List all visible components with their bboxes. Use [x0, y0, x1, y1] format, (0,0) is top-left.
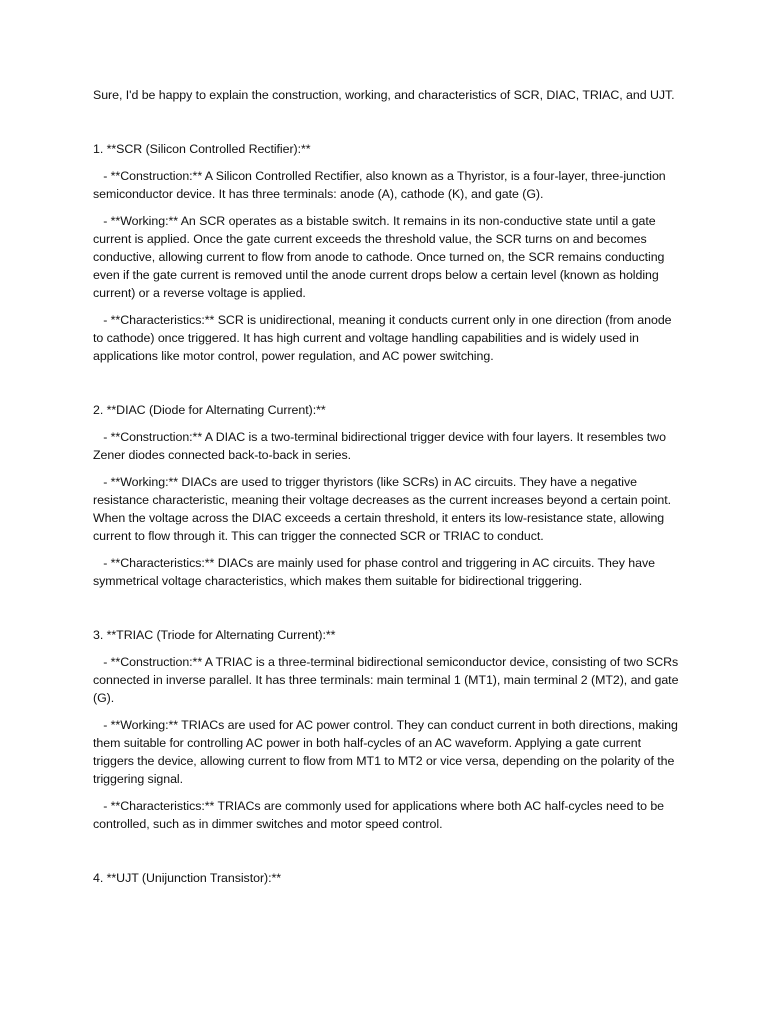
section-triac — [93, 626, 683, 833]
section-diac — [93, 401, 683, 590]
triac-characteristics-paragraph: - **Characteristics:** TRIACs are commonly used for applications where both AC half-cycles need to be controlled, such as in dimmer switches and motor speed control. — [93, 799, 668, 831]
scr-construction-paragraph: - **Construction:** A Silicon Controlled Rectifier, also known as a Thyristor, is a four-layer, three-junction semiconductor device. It has three terminals: anode (A), cathode (K), and gate (G). — [93, 169, 670, 201]
intro-paragraph: Sure, I'd be happy to explain the construction, working, and characteristics of SCR, DIAC, TRIAC, and UJT. — [93, 88, 675, 102]
scr-working-paragraph: - **Working:** An SCR operates as a bistable switch. It remains in its non-conductive state until a gate current is applied. Once the gate current exceeds the threshold value, the SCR turns on and becomes conductive, allowing current to flow from anode to cathode. Once turned on, the SCR remains conducting even if the gate current is removed until the anode current drops below a certain level (known as holding current) or a reverse voltage is applied. — [93, 214, 668, 300]
triac-construction-paragraph: - **Construction:** A TRIAC is a three-terminal bidirectional semiconductor device, consisting of two SCRs connected in inverse parallel. It has three terminals: main terminal 1 (MT1), main terminal 2 (MT2), and gate (G). — [93, 655, 682, 705]
diac-construction-paragraph: - **Construction:** A DIAC is a two-terminal bidirectional trigger device with four layers. It resembles two Zener diodes connected back-to-back in series. — [93, 430, 670, 462]
section-heading: 3. **TRIAC (Triode for Alternating Current):** — [93, 628, 336, 642]
section-ujt — [93, 869, 683, 887]
section-scr — [93, 140, 683, 365]
diac-characteristics-paragraph: - **Characteristics:** DIACs are mainly used for phase control and triggering in AC circuits. They have symmetrical voltage characteristics, which makes them suitable for bidirectional triggering. — [93, 556, 659, 588]
triac-working-paragraph: - **Working:** TRIACs are used for AC power control. They can conduct current in both directions, making them suitable for controlling AC power in both half-cycles of an AC waveform. Applying a gate current triggers the device, allowing current to flow from MT1 to MT2 or vice versa, depending on the polarity of the triggering signal. — [93, 718, 682, 786]
section-heading: 4. **UJT (Unijunction Transistor):** — [93, 871, 282, 885]
section-heading: 1. **SCR (Silicon Controlled Rectifier):** — [93, 142, 311, 156]
diac-working-paragraph: - **Working:** DIACs are used to trigger thyristors (like SCRs) in AC circuits. They have a negative resistance characteristic, meaning their voltage decreases as the current increases beyond a certain point. When the voltage across the DIAC exceeds a certain threshold, it enters its low-resistance state, allowing current to flow through it. This can trigger the connected SCR or TRIAC to conduct. — [93, 475, 675, 543]
scr-characteristics-paragraph: - **Characteristics:** SCR is unidirectional, meaning it conducts current only in one direction (from anode to cathode) once triggered. It has high current and voltage handling capabilities and is widely used in applications like motor control, power regulation, and AC power switching. — [93, 313, 675, 363]
document-body — [93, 86, 683, 896]
section-heading: 2. **DIAC (Diode for Alternating Current):** — [93, 403, 326, 417]
